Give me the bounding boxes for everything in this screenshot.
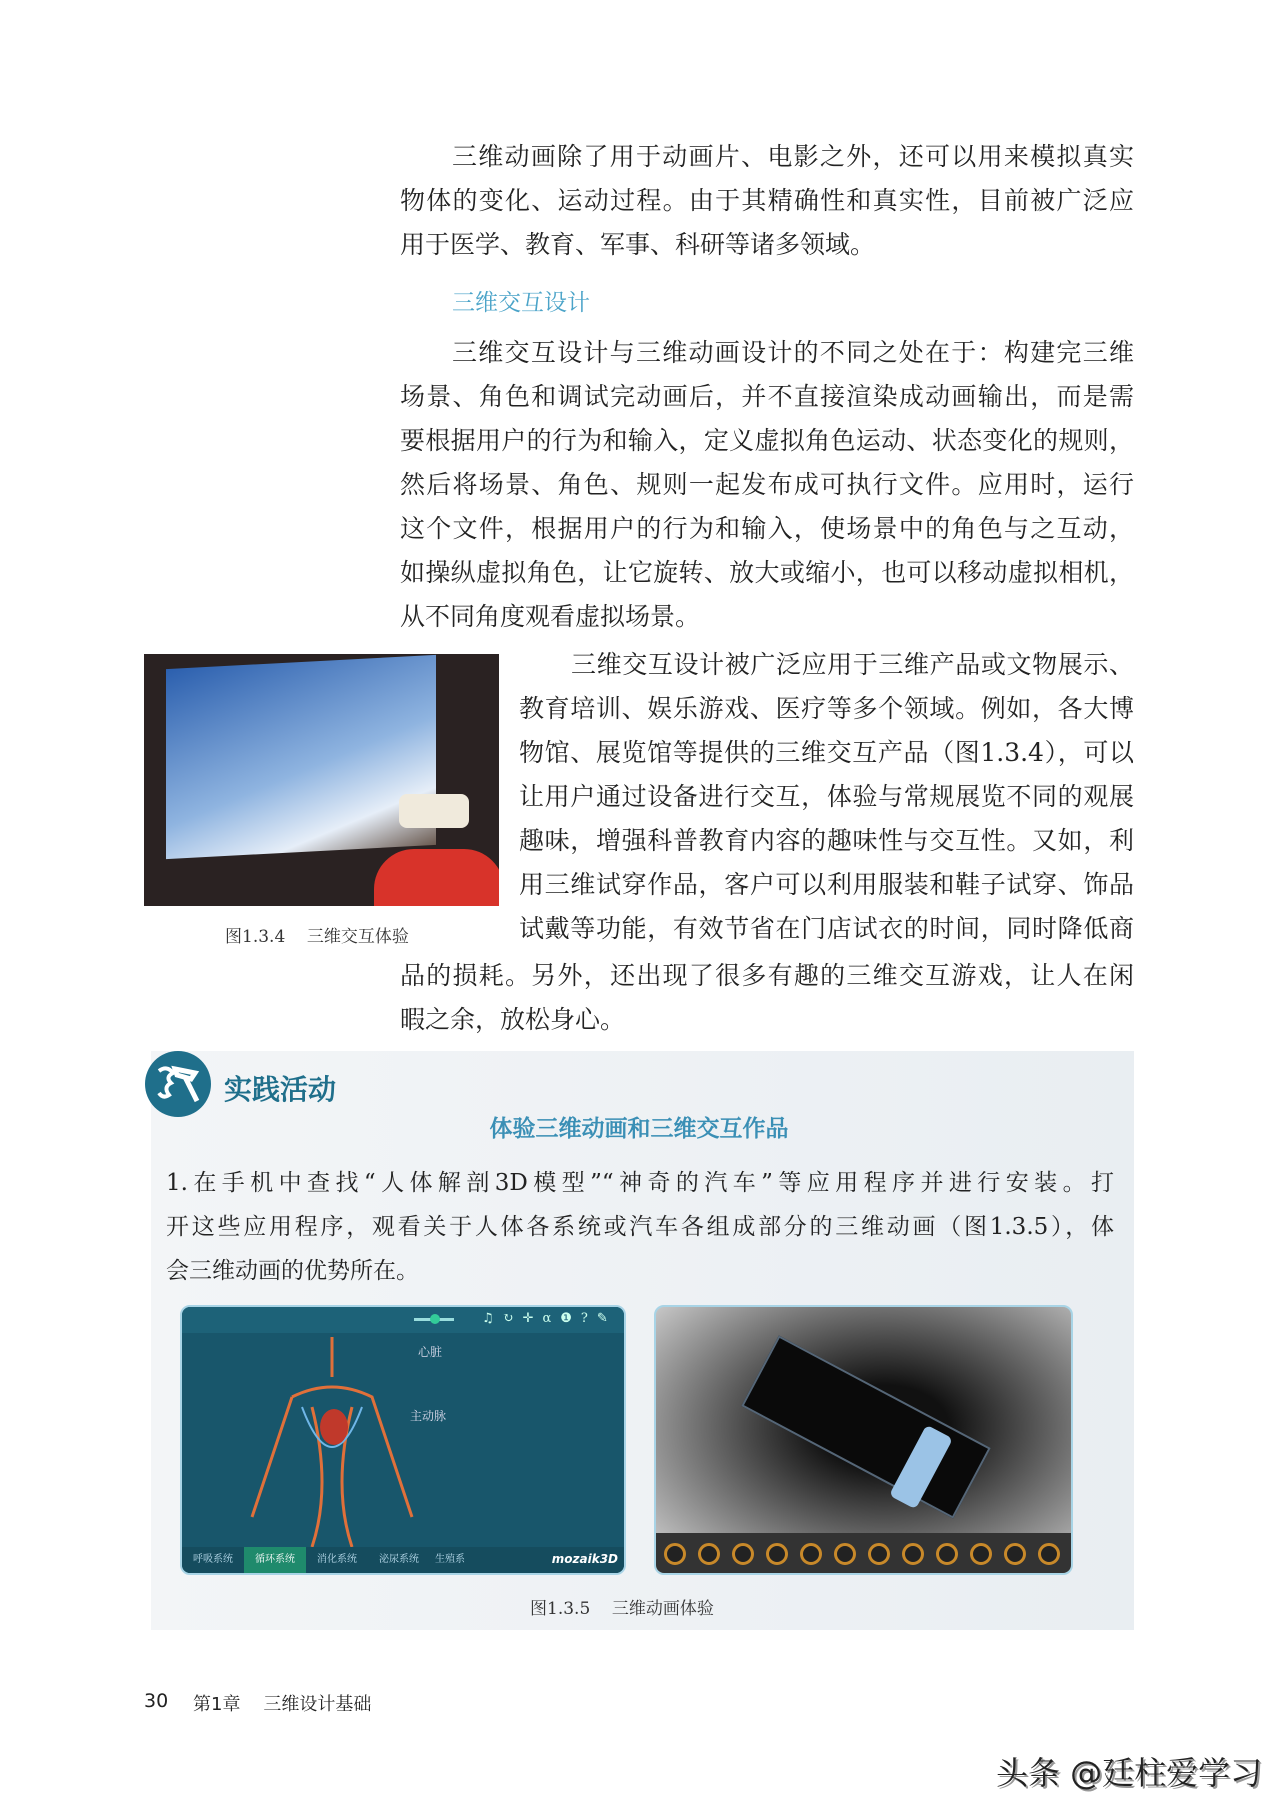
figure-caption: 图1.3.4 三维交互体验 [225, 927, 409, 947]
text-line: 试戴等功能，有效节省在门店试衣的时间，同时降低商 [519, 914, 1134, 943]
text-line: 物体的变化、运动过程。由于其精确性和真实性，目前被广泛应 [400, 186, 1134, 215]
component-button[interactable] [936, 1543, 958, 1565]
text-line: 品的损耗。另外，还出现了很多有趣的三维交互游戏，让人在闲 [400, 961, 1134, 990]
figure-vr-experience [144, 654, 499, 906]
text-line: 开这些应用程序，观看关于人体各系统或汽车各组成部分的三维动画（图1.3.5），体 [166, 1214, 1114, 1240]
body-illustration [222, 1337, 442, 1547]
practice-subtitle: 体验三维动画和三维交互作品 [489, 1116, 789, 1142]
tab-digestive[interactable]: 消化系统 [317, 1554, 357, 1565]
text-line: 1.在手机中查找“人体解剖3D模型”“神奇的汽车”等应用程序并进行安装。打 [166, 1170, 1114, 1196]
label-aorta[interactable]: 主动脉 [410, 1409, 447, 1423]
text-line: 趣味，增强科普教育内容的趣味性与交互性。又如，利 [519, 826, 1134, 855]
system-tabs [182, 1547, 624, 1573]
figure-car-app [654, 1305, 1073, 1575]
text-line: 会三维动画的优势所在。 [166, 1258, 419, 1284]
component-button[interactable] [766, 1543, 788, 1565]
component-button[interactable] [1038, 1543, 1060, 1565]
component-button[interactable] [868, 1543, 890, 1565]
component-button[interactable] [698, 1543, 720, 1565]
text-line: 教育培训、娱乐游戏、医疗等多个领域。例如，各大博 [519, 694, 1134, 723]
tab-circulatory[interactable]: 循环系统 [244, 1547, 306, 1573]
component-button[interactable] [970, 1543, 992, 1565]
text-line: 然后将场景、角色、规则一起发布成可执行文件。应用时，运行 [400, 470, 1134, 499]
chapter-title: 第1章 三维设计基础 [193, 1694, 372, 1715]
figure-caption: 图1.3.5 三维动画体验 [530, 1599, 714, 1619]
component-button[interactable] [664, 1543, 686, 1565]
toolbar-icons[interactable]: ♫↻✛α❶?✎ [482, 1311, 617, 1326]
tab-reproductive[interactable]: 生殖系 [435, 1554, 465, 1565]
component-button[interactable] [800, 1543, 822, 1565]
practice-title: 实践活动 [224, 1073, 337, 1106]
component-button[interactable] [902, 1543, 924, 1565]
component-button[interactable] [732, 1543, 754, 1565]
figure-anatomy-app [180, 1305, 626, 1575]
page-number: 30 [144, 1690, 169, 1712]
tools-icon [145, 1051, 211, 1117]
text-line: 物馆、展览馆等提供的三维交互产品（图1.3.4），可以 [519, 738, 1134, 767]
text-line: 场景、角色和调试完动画后，并不直接渲染成动画输出，而是需 [400, 382, 1134, 411]
label-heart[interactable]: 心脏 [418, 1345, 443, 1359]
screen-image [166, 655, 436, 859]
section-heading: 三维交互设计 [452, 290, 590, 316]
vr-headset [399, 794, 469, 828]
text-line: 三维交互设计被广泛应用于三维产品或文物展示、 [571, 650, 1134, 679]
car-chassis [741, 1335, 990, 1518]
text-line: 三维交互设计与三维动画设计的不同之处在于：构建完三维 [452, 338, 1134, 367]
tab-urinary[interactable]: 泌尿系统 [379, 1554, 419, 1565]
text-line: 要根据用户的行为和输入，定义虚拟角色运动、状态变化的规则， [400, 426, 1134, 455]
tab-respiratory[interactable]: 呼吸系统 [193, 1554, 233, 1565]
text-line: 让用户通过设备进行交互，体验与常规展览不同的观展 [519, 782, 1134, 811]
brand-logo: mozaik3D [551, 1552, 618, 1566]
text-line: 三维动画除了用于动画片、电影之外，还可以用来模拟真实 [452, 142, 1134, 171]
app-toolbar [182, 1307, 624, 1333]
text-line: 这个文件，根据用户的行为和输入，使场景中的角色与之互动， [400, 514, 1134, 543]
text-line: 用三维试穿作品，客户可以利用服装和鞋子试穿、饰品 [519, 870, 1134, 899]
component-button[interactable] [834, 1543, 856, 1565]
text-line: 暇之余，放松身心。 [400, 1005, 626, 1034]
person [374, 849, 499, 906]
watermark: 头条 @廷柱爱学习 [996, 1754, 1263, 1792]
text-line: 如操纵虚拟角色，让它旋转、放大或缩小，也可以移动虚拟相机， [400, 558, 1134, 587]
text-line: 用于医学、教育、军事、科研等诸多领域。 [400, 230, 876, 259]
slider-handle[interactable] [430, 1314, 440, 1324]
text-line: 从不同角度观看虚拟场景。 [400, 602, 701, 631]
component-button[interactable] [1004, 1543, 1026, 1565]
component-bar [656, 1533, 1071, 1573]
